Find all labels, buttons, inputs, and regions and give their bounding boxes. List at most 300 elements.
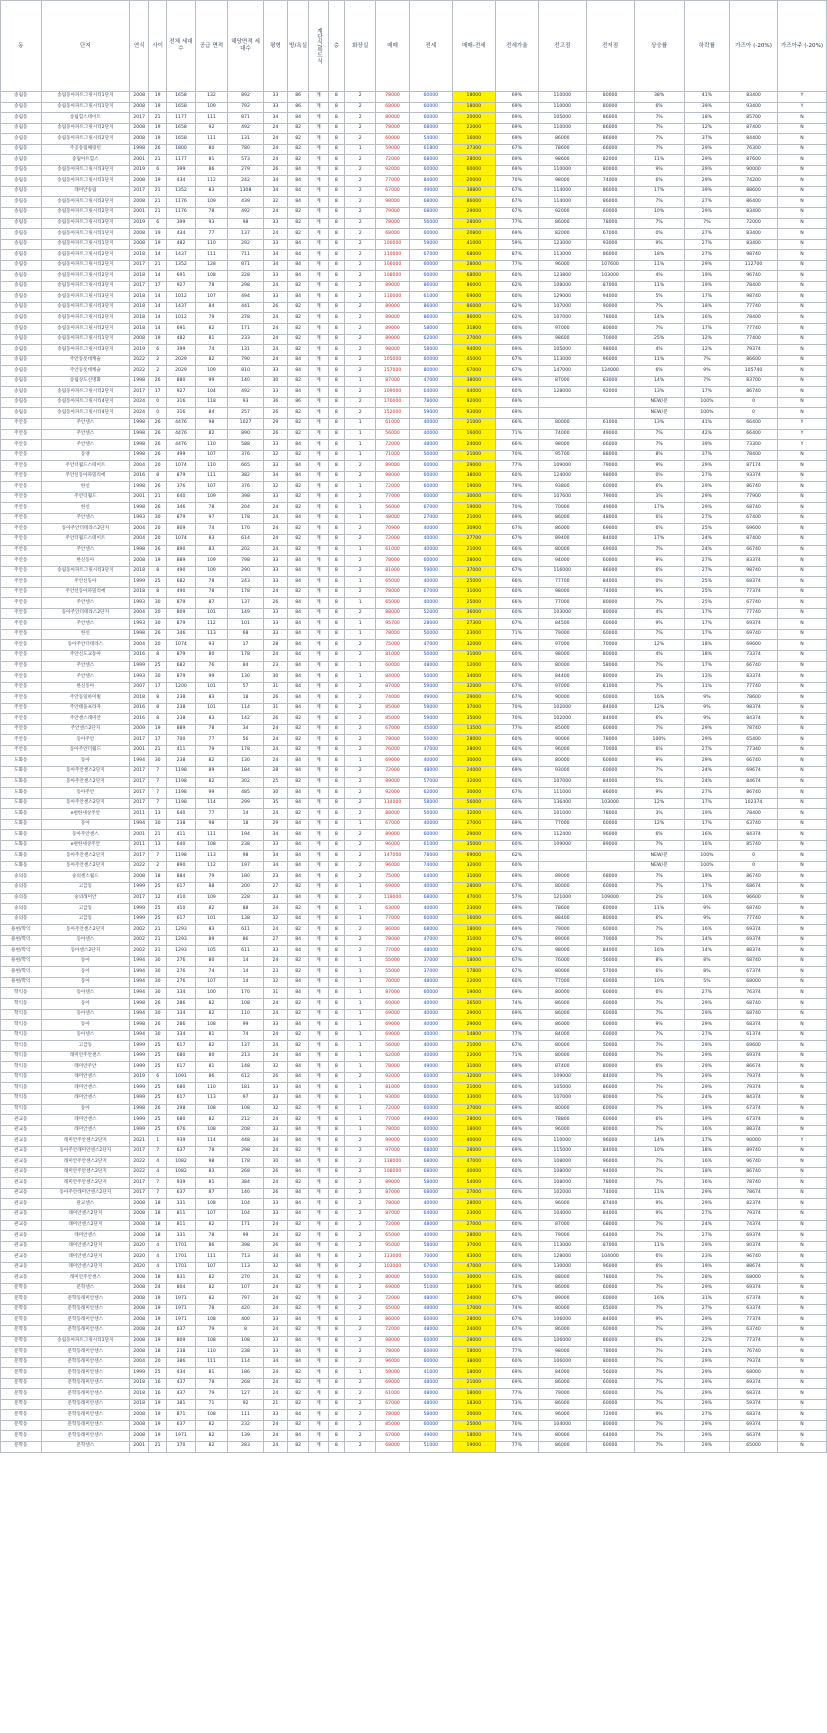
table-cell: 810 [228,366,264,377]
table-cell: 80000 [586,1125,634,1136]
table-cell: 2002 [130,946,149,957]
table-cell: 25% [634,334,684,345]
table-cell: 100% [684,408,729,419]
table-cell: 79% [495,482,538,493]
table-cell: 1091 [167,1072,196,1083]
table-cell: 8 [328,1357,345,1368]
table-cell: 376 [228,482,264,493]
table-cell: 송림동 [1,324,42,335]
table-cell: 계 [309,872,328,883]
table-cell: 29% [684,1389,729,1400]
table-cell: 86000 [538,1399,586,1410]
table-cell: 29% [684,1357,729,1368]
table-cell: 9% [684,904,729,915]
table-cell: 34 [263,1252,287,1263]
table-cell: 86000 [538,1325,586,1336]
table-cell: 116000 [538,566,586,577]
table-cell: 130000 [538,1262,586,1273]
table-row [1,513,827,524]
table-cell: 29 [263,819,287,830]
table-cell: 40000 [409,756,452,767]
table-cell: 84 [287,946,309,957]
table-cell: 1012 [167,313,196,324]
table-cell: 86740 [730,482,778,493]
table-cell: 78000 [376,556,409,567]
table-cell: 33 [263,461,287,472]
table-cell: 26 [263,429,287,440]
table-cell: 60000 [409,113,452,124]
table-row [1,1104,827,1115]
table-cell: 112 [195,619,227,630]
table-cell: 30 [149,977,167,988]
table-cell: 98000 [538,440,586,451]
table-cell: 주안동 [1,440,42,451]
table-cell: 20000 [452,176,495,187]
table-cell: 97000 [538,640,586,651]
table-cell: 8 [149,471,167,482]
table-cell: 68000 [409,1167,452,1178]
table-row [1,1283,827,1294]
table-cell: 299 [228,798,264,809]
table-cell: 78000 [376,218,409,229]
table-cell: 8 [328,1083,345,1094]
table-cell: 송림동아파트그릿시티2단지 [41,250,129,261]
table-cell: 2 [345,1252,376,1263]
table-cell: 8 [328,1231,345,1242]
table-cell: 8 [328,1136,345,1147]
table-cell: 114 [195,798,227,809]
table-cell: 17% [684,819,729,830]
table-row [1,144,827,155]
table-cell: 80000 [376,113,409,124]
table-cell: 81 [195,1178,227,1189]
table-cell: 24 [263,545,287,556]
table-cell: 30 [263,788,287,799]
table-cell: N [777,524,826,535]
table-cell: 32 [263,482,287,493]
table-cell: 39% [684,440,729,451]
table-cell: 40000 [409,1030,452,1041]
table-cell: 113000 [538,1241,586,1252]
table-cell: N [777,840,826,851]
table-cell: 87% [495,250,538,261]
table-cell: 1658 [167,102,196,113]
table-row [1,408,827,419]
table-cell: 계 [309,1378,328,1389]
table-cell: 2 [345,1283,376,1294]
table-cell: 80000 [586,102,634,113]
table-cell: 24 [263,735,287,746]
table-row [1,977,827,988]
table-cell: 68740 [730,956,778,967]
table-cell: 77374 [730,1315,778,1326]
table-cell: 113000 [376,1252,409,1263]
table-cell: 8 [328,999,345,1010]
table-cell: 2001 [130,208,149,219]
table-cell: 77% [495,218,538,229]
table-cell: N [777,366,826,377]
table-cell: 송림동아파트그릿시티1단지 [41,176,129,187]
table-cell: 69% [495,113,538,124]
table-cell: 178 [228,745,264,756]
table-cell: 16 [149,1389,167,1400]
table-cell: 74 [195,524,227,535]
table-cell: 1027 [228,418,264,429]
table-cell: 1994 [130,988,149,999]
table-cell: 16% [634,693,684,704]
table-cell: 114000 [376,798,409,809]
table-cell: 78000 [376,92,409,103]
table-cell: 24% [684,777,729,788]
table-cell: 69% [495,1020,538,1031]
table-row [1,608,827,619]
table-cell: 도화동 [1,809,42,820]
table-cell: 60000 [586,925,634,936]
table-cell: 376 [228,450,264,461]
table-cell: 84 [287,1410,309,1421]
table-cell: 31000 [452,587,495,598]
table-cell: 62000 [409,788,452,799]
table-cell: 계 [309,1304,328,1315]
table-cell: 89000 [538,935,586,946]
table-cell: 939 [167,1136,196,1147]
table-cell: 동아 [41,999,129,1010]
table-cell: N [777,1304,826,1315]
table-cell: 1658 [167,92,196,103]
table-cell: 27% [684,1030,729,1041]
table-cell: 관교동 [1,1220,42,1231]
table-cell: 58000 [409,324,452,335]
table-cell: 124000 [538,471,586,482]
table-cell: 1998 [130,1020,149,1031]
table-cell: 동양 [41,450,129,461]
table-cell: 계 [309,471,328,482]
table-cell: 숭의동 [1,893,42,904]
table-cell: 24 [263,1325,287,1336]
table-cell: 28000 [452,1336,495,1347]
table-cell: 주안동 [1,640,42,651]
table-cell: 28000 [409,619,452,630]
table-cell: 63374 [730,1304,778,1315]
table-cell: 8 [328,376,345,387]
table-cell: 84000 [586,534,634,545]
table-cell: 31000 [452,872,495,883]
table-cell: 24 [263,1030,287,1041]
table-cell: 8 [328,186,345,197]
table-cell: N [777,260,826,271]
table-cell: 86000 [586,197,634,208]
table-row [1,1315,827,1326]
table-cell: 370 [167,1442,196,1453]
table-cell: 106000 [538,1315,586,1326]
table-cell: 60000 [586,1389,634,1400]
table-cell: 26 [149,440,167,451]
table-cell: 계 [309,429,328,440]
table-cell: 80000 [538,1431,586,1442]
table-cell: 60000 [376,134,409,145]
table-cell: 16% [684,1125,729,1136]
table-cell: 8 [328,1146,345,1157]
table-cell: 1177 [167,155,196,166]
table-cell: 7% [634,1399,684,1410]
table-cell: 83 [195,186,227,197]
table-cell: N [777,134,826,145]
table-cell: N [777,482,826,493]
table-cell: 숭의래미안 [41,893,129,904]
table-cell: 35 [263,798,287,809]
table-cell: 7% [634,1041,684,1052]
table-cell: 60000 [586,999,634,1010]
table-cell: N [777,1146,826,1157]
table-cell: 계 [309,851,328,862]
table-cell: 25 [149,1083,167,1094]
table-cell: 94000 [538,556,586,567]
table-cell: 송림동아파트그릿시티4단지 [41,408,129,419]
table-cell: 도화동 [1,840,42,851]
table-cell: 8 [328,608,345,619]
table-cell: 14% [634,376,684,387]
table-cell: 2 [345,1231,376,1242]
table-cell: 48000 [409,1378,452,1389]
table-cell: 1998 [130,999,149,1010]
table-cell: 래미안주안센스2단지 [41,1136,129,1147]
table-cell: 학익동 [1,1062,42,1073]
table-row [1,229,827,240]
table-cell: 82 [287,1378,309,1389]
table-cell: 104 [228,1209,264,1220]
table-cell: 74000 [409,861,452,872]
table-cell: 27% [684,471,729,482]
table-cell: 711 [228,250,264,261]
table-cell: 420 [228,1304,264,1315]
table-cell: 1 [345,988,376,999]
table-cell: 171 [228,324,264,335]
table-cell: 2004 [130,1357,149,1368]
table-cell: N [777,1041,826,1052]
table-cell: 92 [195,123,227,134]
table-cell: 89000 [538,872,586,883]
table-cell: 89000 [586,840,634,851]
table-cell: 동아 [41,967,129,978]
table-cell: 7% [634,1420,684,1431]
table-cell: 2007 [130,682,149,693]
table-cell: 1 [345,756,376,767]
table-cell: 93 [195,218,227,229]
table-cell: 107000 [538,1093,586,1104]
table-cell: 68000 [586,1220,634,1231]
table-cell: 계 [309,1093,328,1104]
table-cell: 주안동 [1,556,42,567]
table-cell: 29% [684,482,729,493]
table-cell: 52000 [409,608,452,619]
table-cell: 주안동롯데캐슬 [41,366,129,377]
table-cell: 197 [228,861,264,872]
table-cell: 24 [263,999,287,1010]
table-cell: 28000 [452,556,495,567]
table-cell: 147000 [538,366,586,377]
table-cell: 28000 [452,883,495,894]
table-cell: 67% [495,566,538,577]
table-cell: 104000 [538,1209,586,1220]
table-cell: 7% [634,629,684,640]
table-cell: 27000 [452,334,495,345]
table-cell: 18000 [452,102,495,113]
table-cell: 88600 [730,186,778,197]
table-cell: 1 [345,999,376,1010]
table-cell: 25 [149,914,167,925]
table-cell: 38800 [452,186,495,197]
table-cell: 68000 [409,208,452,219]
table-cell: 27300 [452,144,495,155]
table-cell: 계 [309,1136,328,1147]
table-cell: 계 [309,1167,328,1178]
table-cell: 102000 [538,1188,586,1199]
table-cell: 11% [634,281,684,292]
table-cell: 60000 [586,819,634,830]
table-cell: 69374 [730,935,778,946]
table-cell: 78000 [376,1347,409,1358]
table-cell: 7% [634,1325,684,1336]
table-cell: 2 [345,809,376,820]
table-cell: 80000 [586,324,634,335]
table-cell: 주안동 [1,577,42,588]
table-cell: 한신 [41,629,129,640]
table-cell: 47000 [409,640,452,651]
table-cell: 86000 [452,197,495,208]
table-cell: 108000 [376,1167,409,1178]
table-cell: 8 [328,302,345,313]
table-cell: 69600 [730,1041,778,1052]
table-cell: 84 [287,176,309,187]
table-cell: 2 [345,693,376,704]
table-cell: 2 [345,239,376,250]
table-cell: N [777,450,826,461]
table-cell: 82 [287,408,309,419]
table-cell: 7% [634,1220,684,1231]
table-cell: 주안더월드스테이트 [41,534,129,545]
table-cell: 0% [634,577,684,588]
table-cell: 60% [495,1220,538,1231]
table-cell: 792 [228,102,264,113]
table-cell: 77000 [538,977,586,988]
table-row [1,693,827,704]
table-cell: 70000 [586,745,634,756]
table-cell: 84000 [586,577,634,588]
table-cell: 19% [684,872,729,883]
table-cell: 24 [263,925,287,936]
table-cell: 주안동 [1,650,42,661]
table-cell: 84 [287,1062,309,1073]
table-cell: 학익동 [1,1093,42,1104]
table-cell: 24000 [452,1294,495,1305]
table-cell: 21 [149,946,167,957]
table-cell: 112400 [538,830,586,841]
table-cell: 111 [195,134,227,145]
table-cell: 2 [345,682,376,693]
table-cell: 27% [684,1410,729,1421]
table-cell: 77 [195,809,227,820]
table-cell: 도화동 [1,819,42,830]
table-cell: 78 [195,1231,227,1242]
table-cell: 2016 [130,703,149,714]
table-cell: 8 [328,1378,345,1389]
table-cell: 용현/학익 [1,946,42,957]
table-cell: 2 [345,461,376,472]
table-cell: 69% [495,376,538,387]
table-cell: 동아센스 [41,1009,129,1020]
table-cell: 송림동아파트그릿시티1단지 [41,1336,129,1347]
table-cell: 2017 [130,260,149,271]
table-cell: 8 [149,587,167,598]
table-cell: 용현/학익 [1,935,42,946]
table-cell: 2 [345,324,376,335]
table-cell: 1971 [167,1431,196,1442]
table-cell: 23% [684,1252,729,1263]
table-cell: 계 [309,397,328,408]
table-cell: 계 [309,1125,328,1136]
table-cell: 송림동 [1,260,42,271]
table-cell: 84 [287,197,309,208]
table-cell: 29% [684,1083,729,1094]
table-cell: 2 [345,608,376,619]
table-cell: 8 [328,1209,345,1220]
table-cell: 50000 [409,809,452,820]
table-cell: 60000 [409,229,452,240]
table-row [1,640,827,651]
table-cell: 2 [345,397,376,408]
table-cell: 72000 [586,1410,634,1421]
table-cell: 2 [345,260,376,271]
table-cell: 7% [634,1009,684,1020]
table-cell: 1998 [130,629,149,640]
table-cell: 71% [495,1051,538,1062]
table-cell: 71% [495,629,538,640]
table-cell: 29% [684,176,729,187]
table-cell: 492 [228,208,264,219]
table-cell: 60000 [586,693,634,704]
table-cell: 8 [328,345,345,356]
table-cell: 문학동 [1,1420,42,1431]
table-cell: 21000 [452,1378,495,1389]
table-cell: 804 [167,1283,196,1294]
table-cell: 8 [328,1199,345,1210]
table-cell: 동아주안센스2단지 [41,851,129,862]
table-cell: 67% [495,366,538,377]
table-cell: 계 [309,587,328,598]
table-cell: 6% [634,366,684,377]
table-cell: 2 [345,777,376,788]
table-cell: 31000 [452,1062,495,1073]
table-cell: 84 [287,914,309,925]
table-cell: 주안센스 [41,619,129,630]
table-cell: 계 [309,1325,328,1336]
table-cell: 78 [195,724,227,735]
table-cell: 82 [287,1420,309,1431]
table-cell: 69% [495,1104,538,1115]
table-cell: 2022 [130,1157,149,1168]
table-cell: 24 [263,1041,287,1052]
table-cell: 346 [167,629,196,640]
table-cell: 23000 [452,904,495,915]
table-cell: 78000 [586,809,634,820]
table-cell: 82 [195,1283,227,1294]
table-cell: 142 [228,714,264,725]
table-cell: 2022 [130,366,149,377]
table-cell: 계 [309,503,328,514]
table-cell: 8 [328,851,345,862]
table-cell: 도화동 [1,767,42,778]
table-cell: 18% [634,250,684,261]
